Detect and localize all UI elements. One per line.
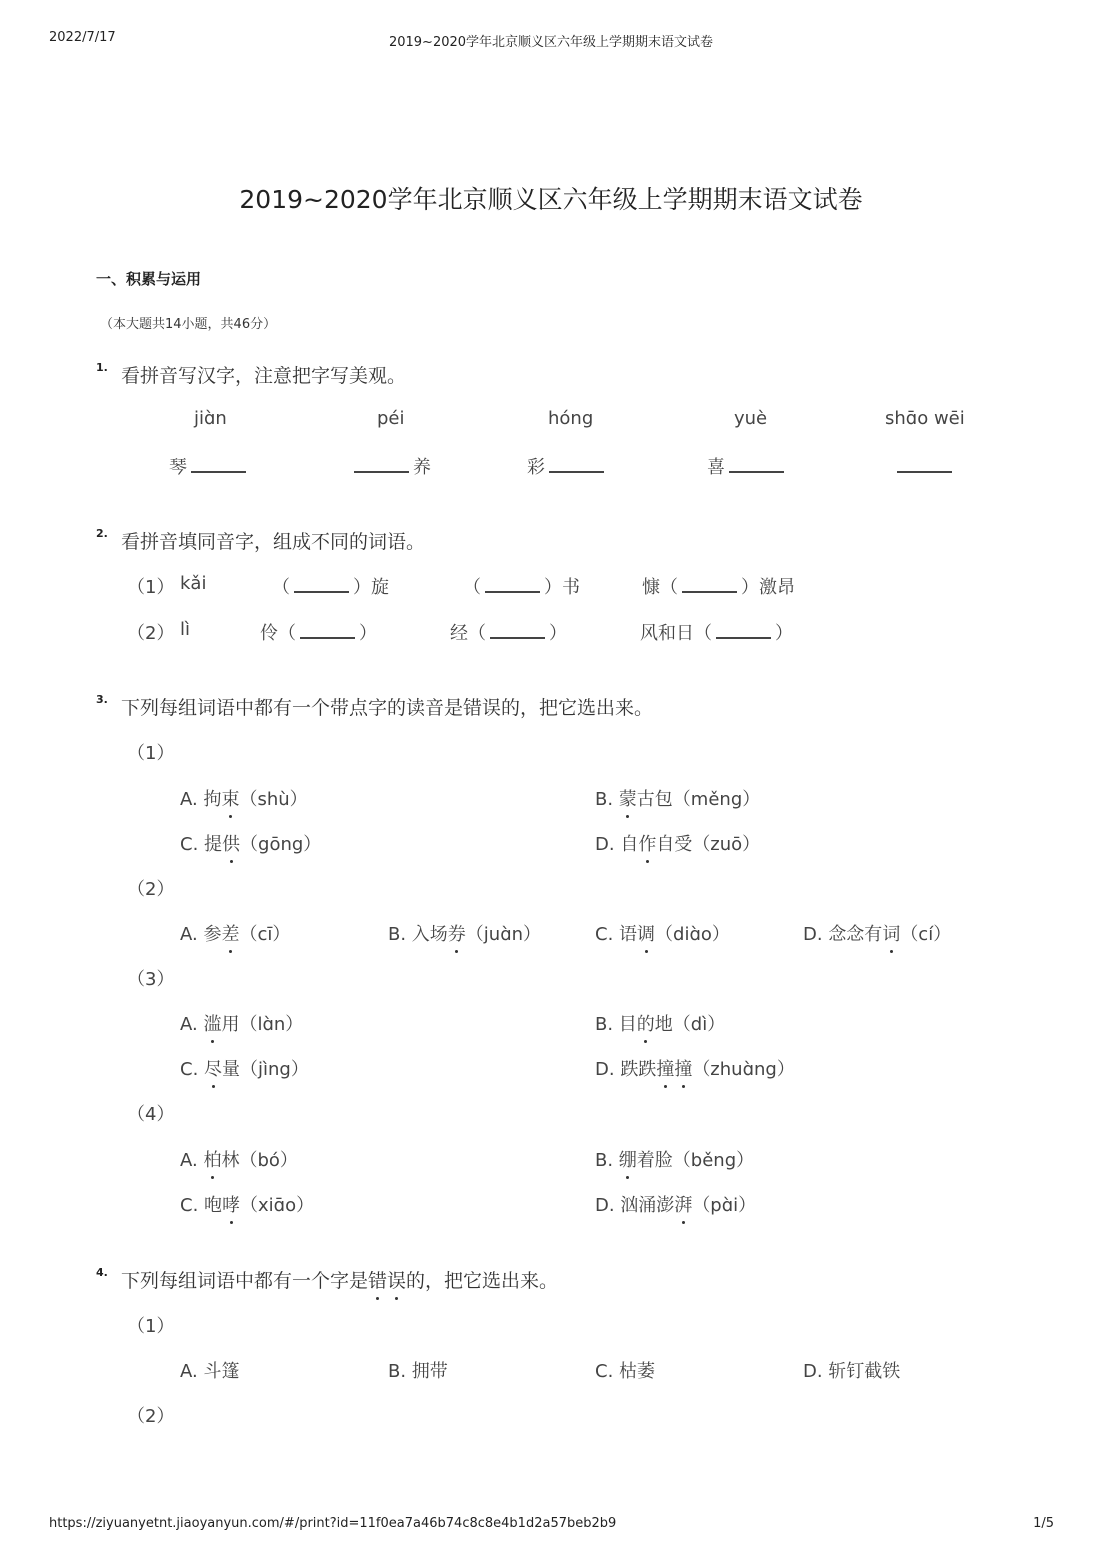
answer-blank[interactable]: [716, 619, 771, 639]
emphasis-dot-char: 湃: [674, 1191, 692, 1217]
sub-label: （1）: [127, 577, 175, 598]
emphasis-dot-char: 柏: [203, 1146, 221, 1172]
question-text: 下列每组词语中都有一个字是错误的，把它选出来。: [121, 1266, 558, 1293]
section-note: （本大题共14小题，共46分）: [100, 317, 277, 332]
pinyin-2: péi: [377, 408, 405, 429]
question-number: 1.: [96, 361, 108, 374]
answer-blank[interactable]: [294, 573, 349, 593]
emphasis-dot-char: 的: [637, 1010, 655, 1036]
group-label: （1）: [127, 743, 175, 764]
option-c[interactable]: C. 语调（diɑ̀o）: [595, 920, 730, 946]
emphasis-dot-char: 券: [448, 920, 466, 946]
option-c[interactable]: C. 咆哮（xiɑ̄o）: [180, 1191, 314, 1217]
option-c[interactable]: C. 枯萎: [595, 1361, 656, 1382]
answer-blank[interactable]: [682, 573, 737, 593]
question-text: 下列每组词语中都有一个带点字的读音是错误的，把它选出来。: [121, 697, 654, 719]
emphasis-dot-char: 撞: [674, 1055, 692, 1081]
option-c[interactable]: C. 提供（gōng）: [180, 830, 321, 856]
sub-label: （2）: [127, 623, 175, 644]
group-label: （1）: [127, 1316, 175, 1337]
question-text: 看拼音填同音字，组成不同的词语。: [121, 531, 426, 553]
emphasis-dot-char: 错: [368, 1266, 387, 1293]
pinyin-4: yuè: [734, 408, 768, 429]
sub-pinyin: lì: [180, 619, 191, 640]
print-date: 2022/7/17: [49, 30, 116, 45]
option-b[interactable]: B. 蒙古包（měng）: [595, 785, 760, 811]
option-b[interactable]: B. 目的地（dì）: [595, 1010, 725, 1036]
fill-item: 伶（ ）: [260, 619, 377, 645]
emphasis-dot-char: 供: [222, 830, 240, 856]
answer-blank[interactable]: [300, 619, 355, 639]
print-url[interactable]: https://ziyuanyetnt.jiaoyanyun.com/#/print?id=11f0ea7a46b74c8c8e4b1d2a57beb2b9: [49, 1516, 617, 1531]
emphasis-dot-char: 词: [882, 920, 900, 946]
answer-blank[interactable]: [354, 453, 409, 473]
option-b[interactable]: B. 拥带: [388, 1361, 448, 1382]
pinyin-3: hóng: [548, 408, 594, 429]
question-number: 3.: [96, 693, 108, 706]
word-cell-3: [527, 453, 608, 479]
option-d[interactable]: D. 跌跌撞撞（zhuɑ̀ng）: [595, 1055, 795, 1081]
option-a[interactable]: A. 柏林（bó）: [180, 1146, 298, 1172]
option-b[interactable]: B. 入场券（juɑ̀n）: [388, 920, 541, 946]
group-label: （2）: [127, 879, 175, 900]
option-d[interactable]: D. 斩钉截铁: [803, 1361, 901, 1382]
emphasis-dot-char: 尽: [204, 1055, 222, 1081]
print-header-title: 2019~2020学年北京顺义区六年级上学期期末语文试卷: [388, 35, 714, 50]
option-a[interactable]: A. 参差（cī）: [180, 920, 290, 946]
option-d[interactable]: D. 念念有词（cí）: [803, 920, 951, 946]
given-char: 琴: [169, 457, 187, 478]
group-label: （2）: [127, 1406, 175, 1427]
option-b[interactable]: B. 绷着脸（běng）: [595, 1146, 754, 1172]
option-a[interactable]: A. 滥用（lɑ̀n）: [180, 1010, 303, 1036]
page-title: 2019~2020学年北京顺义区六年级上学期期末语文试卷: [239, 185, 863, 214]
answer-blank[interactable]: [490, 619, 545, 639]
emphasis-dot-char: 差: [221, 920, 239, 946]
answer-blank[interactable]: [485, 573, 540, 593]
answer-blank[interactable]: [549, 453, 604, 473]
sub-pinyin: kǎi: [180, 573, 207, 594]
fill-item: （ ）书: [463, 573, 580, 599]
emphasis-dot-char: 蒙: [619, 785, 637, 811]
section-title: 一、积累与运用: [96, 270, 202, 288]
given-char: 彩: [527, 457, 545, 478]
group-label: （4）: [127, 1104, 175, 1125]
pinyin-1: jiɑ̀n: [194, 408, 227, 429]
page-number: 1/5: [1033, 1516, 1054, 1531]
emphasis-dot-char: 绷: [619, 1146, 637, 1172]
option-d[interactable]: D. 汹涌澎湃（pɑ̀i）: [595, 1191, 756, 1217]
fill-item: （ ）旋: [272, 573, 389, 599]
emphasis-dot-char: 滥: [203, 1010, 221, 1036]
fill-item: 风和日（ ）: [640, 619, 793, 645]
given-char: 喜: [707, 457, 725, 478]
emphasis-dot-char: 调: [637, 920, 655, 946]
word-cell-5: [893, 453, 956, 478]
word-cell-4: [707, 453, 788, 479]
emphasis-dot-char: 哮: [222, 1191, 240, 1217]
question-number: 2.: [96, 527, 108, 540]
pinyin-5: shɑ̄o wēi: [885, 408, 965, 429]
question-text: 看拼音写汉字，注意把字写美观。: [121, 365, 407, 387]
option-a[interactable]: A. 斗篷: [180, 1361, 240, 1382]
question-number: 4.: [96, 1266, 108, 1279]
answer-blank[interactable]: [897, 453, 952, 473]
word-cell-1: [169, 453, 250, 479]
answer-blank[interactable]: [729, 453, 784, 473]
fill-item: 经（ ）: [450, 619, 567, 645]
option-d[interactable]: D. 自作自受（zuō）: [595, 830, 760, 856]
answer-blank[interactable]: [191, 453, 246, 473]
emphasis-dot-char: 撞: [656, 1055, 674, 1081]
option-a[interactable]: A. 拘束（shù）: [180, 785, 308, 811]
emphasis-dot-char: 束: [221, 785, 239, 811]
given-char: 养: [413, 457, 431, 478]
emphasis-dot-char: 作: [638, 830, 656, 856]
emphasis-dot-char: 误: [387, 1266, 406, 1293]
option-c[interactable]: C. 尽量（jìng）: [180, 1055, 309, 1081]
fill-item: 慷（ ）激昂: [642, 573, 795, 599]
group-label: （3）: [127, 969, 175, 990]
word-cell-2: [350, 453, 431, 479]
